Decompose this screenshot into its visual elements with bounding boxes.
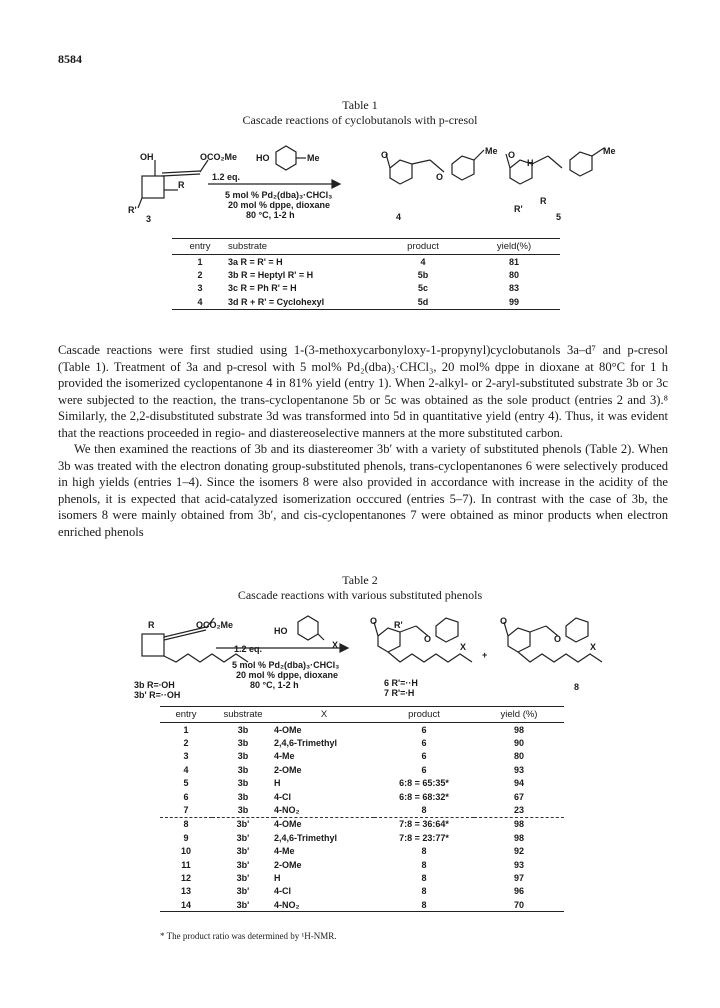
cell-substrate: 3b' — [236, 886, 250, 897]
product5-r: R — [540, 196, 547, 206]
cell-entry: 8 — [183, 819, 189, 830]
product6-ether-o: O — [424, 634, 432, 644]
table-row — [160, 723, 564, 737]
cell-yield: 94 — [513, 778, 524, 789]
product5-me: Me — [603, 146, 616, 156]
cell-substrate: 3b — [237, 724, 249, 735]
cell-product: 8 — [374, 898, 474, 912]
table2-footnote: * The product ratio was determined by ¹H-NMR. — [160, 931, 337, 941]
cell-substrate: 3c R = Ph R' = H — [228, 283, 297, 294]
cell-yield: 80 — [513, 751, 524, 762]
table1 — [172, 238, 560, 310]
table-row — [160, 750, 564, 763]
plus-sign: + — [482, 650, 488, 660]
paragraph-1: Cascade reactions were first studied using 1-(3-methoxycarbonyloxy-1-propynyl)cyclobutanols 3a–d⁷ and p-cresol (Table 1). Treatment of 3a and p-cresol with 5 mol% Pd₂(dba)₃·CHCl₃, 20 mol% dppe in dioxane at 80°C for 1 h provided the isomerized cyclopentanone 4 in 81% yield (entry 1). When 2-alkyl- or 2-aryl-substituted substrate 3b or 3c were subjected to the reaction, the trans-cyclopentanone 5b or 5c was obtained as the sole product (entries 2 and 3).⁸ Similarly, the 2,2-disubstituted substrate 3d was transformed into 5d in quantitative yield (entry 4). Thus, it was evident that the reactions proceeded in regio- and diastereoselective manners at the more substituted carbon. — [58, 343, 668, 440]
cell-x: 2,4,6-Trimethyl — [274, 832, 338, 843]
cell-product: 7:8 = 23:77* — [399, 832, 449, 843]
cell-substrate: 3b' — [236, 872, 250, 883]
cell-entry: 3 — [197, 283, 203, 294]
cell-x: 4-NO₂ — [274, 898, 374, 912]
cell-x: 2,4,6-Trimethyl — [274, 738, 338, 749]
table2-title: Table 2 — [342, 573, 378, 587]
cell-yield: 70 — [474, 898, 564, 912]
label-oco2me: OCO₂Me — [196, 620, 234, 630]
aryl-ring — [452, 156, 474, 180]
cell-entry: 3 — [183, 751, 189, 762]
cell-entry: 2 — [183, 738, 189, 749]
cell-product: 8 — [421, 859, 427, 870]
cell-entry: 6 — [183, 791, 189, 802]
cell-product: 5d — [378, 295, 468, 309]
cell-product: 8 — [421, 886, 427, 897]
product6-carbonyl-o: O — [370, 616, 378, 626]
product8-carbonyl-o: O — [500, 616, 508, 626]
cell-substrate: 3b — [237, 764, 249, 775]
phenol-ring — [276, 146, 296, 170]
cell-entry: 7 — [160, 803, 212, 817]
cell-yield: 93 — [513, 859, 524, 870]
condition-3: 80 °C, 1-2 h — [250, 680, 299, 690]
table2-col-product: product — [374, 707, 474, 723]
table-row — [160, 777, 564, 790]
aryl-ring-2 — [566, 618, 588, 642]
cell-entry: 1 — [183, 724, 189, 735]
cell-x: 4-Me — [274, 751, 295, 762]
cell-product: 7:8 = 36:64* — [399, 819, 449, 830]
cell-entry: 5 — [183, 778, 189, 789]
product8-ether-o: O — [554, 634, 562, 644]
cell-entry: 12 — [180, 872, 191, 883]
condition-2: 20 mol % dppe, dioxane — [236, 670, 339, 680]
cell-substrate: 3d R + R' = Cyclohexyl — [228, 295, 378, 309]
product5-h: H — [527, 158, 534, 168]
condition-1: 5 mol % Pd₂(dba)₃·CHCl₃ — [232, 660, 340, 670]
cell-product: 6:8 = 65:35* — [399, 778, 449, 789]
cell-substrate: 3b' — [212, 898, 274, 912]
cell-x: 4-Cl — [274, 791, 292, 802]
cell-product: 4 — [420, 256, 426, 267]
compound-8-label: 8 — [574, 682, 580, 692]
compound-4-label: 4 — [396, 212, 402, 222]
label-3b: 3b R=∙OH — [134, 680, 175, 690]
cell-yield: 67 — [513, 791, 524, 802]
cell-x: 4-OMe — [274, 724, 302, 735]
cell-product: 6 — [421, 751, 427, 762]
table-row — [172, 255, 560, 269]
cell-product: 6 — [421, 738, 427, 749]
cell-x: 2-OMe — [274, 859, 302, 870]
cell-yield: 81 — [508, 256, 519, 267]
page-number: 8584 — [58, 52, 82, 66]
cell-product: 5b — [417, 270, 429, 281]
cell-product: 8 — [421, 872, 427, 883]
reagent-equiv: 1.2 eq. — [234, 644, 263, 654]
cell-yield: 92 — [513, 846, 524, 857]
cell-substrate: 3b — [237, 778, 249, 789]
label-r: R — [178, 180, 185, 190]
cell-product: 8 — [374, 803, 474, 817]
table-row — [172, 282, 560, 295]
table-row — [172, 268, 560, 281]
cyclohexanone-ring — [508, 628, 530, 652]
cell-yield: 97 — [513, 872, 524, 883]
table2-col-substrate: substrate — [212, 707, 274, 723]
table2-col-yield: yield (%) — [474, 707, 564, 723]
product6-r-prime: R' — [394, 620, 403, 630]
cell-product: 6 — [421, 724, 427, 735]
product5-r-prime: R' — [514, 204, 523, 214]
label-r-prime: R' — [128, 205, 137, 215]
cell-x: 2-OMe — [274, 764, 302, 775]
cell-yield: 99 — [468, 295, 560, 309]
table-row — [160, 803, 564, 817]
cell-x: 4-Me — [274, 846, 295, 857]
condition-2: 20 mol % dppe, dioxane — [228, 200, 331, 210]
table1-col-product: product — [378, 239, 468, 255]
product6-x: X — [460, 642, 467, 652]
cell-yield: 80 — [508, 270, 519, 281]
compound-7-label: 7 R'=∙H — [384, 688, 415, 698]
label-oh: OH — [140, 152, 154, 162]
table2-col-entry: entry — [160, 707, 212, 723]
label-oco2me: OCO₂Me — [200, 152, 238, 162]
cell-product: 8 — [421, 846, 427, 857]
cell-entry: 13 — [180, 886, 191, 897]
table2-caption: Cascade reactions with various substituted phenols — [237, 588, 483, 602]
cell-yield: 83 — [508, 283, 519, 294]
table-row — [160, 831, 564, 844]
table-row — [172, 295, 560, 309]
cell-entry: 4 — [183, 764, 189, 775]
phenol-ring — [298, 616, 318, 640]
reagent-equiv: 1.2 eq. — [212, 172, 241, 182]
table-row — [160, 898, 564, 912]
table-row — [160, 736, 564, 749]
cyclopentanone-ring — [378, 628, 400, 652]
cell-entry: 11 — [181, 859, 191, 870]
condition-3: 80 °C, 1-2 h — [246, 210, 295, 220]
cell-substrate: 3b' — [236, 819, 250, 830]
product8-x: X — [590, 642, 597, 652]
cell-substrate: 3b' — [236, 859, 250, 870]
product5-carbonyl-o: O — [508, 150, 516, 160]
cell-substrate: 3b — [212, 803, 274, 817]
cell-x: 4-Cl — [274, 886, 292, 897]
aryl-ring — [436, 618, 458, 642]
cell-product: 6:8 = 68:32* — [399, 791, 449, 802]
cell-substrate: 3b — [237, 738, 249, 749]
cyclobutane-ring — [142, 634, 164, 656]
cell-yield: 98 — [513, 819, 524, 830]
table1-title: Table 1 — [342, 98, 378, 112]
reagent-ho: HO — [256, 153, 270, 163]
table-row — [160, 817, 564, 831]
cell-substrate: 3b' — [236, 846, 250, 857]
table-row — [160, 871, 564, 884]
cell-yield: 96 — [513, 886, 524, 897]
table2-col-x: X — [274, 707, 374, 723]
cell-product: 5c — [417, 283, 428, 294]
cell-substrate: 3b' — [236, 832, 250, 843]
table-row — [160, 845, 564, 858]
condition-1: 5 mol % Pd₂(dba)₃·CHCl₃ — [225, 190, 333, 200]
reagent-me: Me — [307, 153, 320, 163]
cell-entry: 2 — [197, 270, 203, 281]
product4-ether-o: O — [436, 172, 444, 182]
cell-yield: 90 — [513, 738, 524, 749]
table1-caption: Cascade reactions of cyclobutanols with p-cresol — [242, 113, 478, 127]
compound-6-label: 6 R'=··H — [384, 678, 418, 688]
body-text — [58, 342, 668, 540]
cell-substrate: 3a R = R' = H — [228, 256, 283, 267]
cell-entry: 14 — [160, 898, 212, 912]
cell-x: 4-OMe — [274, 819, 302, 830]
cell-yield: 98 — [513, 724, 524, 735]
cell-substrate: 3b R = Heptyl R' = H — [228, 270, 314, 281]
table2-header-row — [160, 707, 564, 723]
table-row — [160, 790, 564, 803]
label-r: R — [148, 620, 155, 630]
product4-me: Me — [485, 146, 498, 156]
cell-yield: 98 — [513, 832, 524, 843]
reagent-ho: HO — [274, 626, 288, 636]
cyclopentanone-ring — [390, 160, 412, 184]
cell-entry: 9 — [183, 832, 189, 843]
cell-yield: 93 — [513, 764, 524, 775]
table2 — [160, 706, 564, 912]
cell-entry: 4 — [172, 295, 228, 309]
label-3b-prime: 3b' R=··OH — [134, 690, 181, 700]
cell-substrate: 3b — [237, 791, 249, 802]
aryl-ring-2 — [570, 152, 592, 176]
cyclobutane-ring — [142, 176, 164, 198]
cell-x: H — [274, 872, 281, 883]
cell-x: H — [274, 778, 281, 789]
cell-x: 4-NO₂ — [274, 803, 374, 817]
table1-col-yield: yield(%) — [468, 239, 560, 255]
table-row — [160, 885, 564, 898]
table-row — [160, 858, 564, 871]
compound-5-label: 5 — [556, 212, 562, 222]
paragraph-2: We then examined the reactions of 3b and its diastereomer 3b′ with a variety of substituted phenols (Table 2). When 3b was treated with the electron donating group-substituted phenols, trans-cyclopentanones 6 were selectively produced in high yields (entries 1–4). Since the isomers 8 were also provided in accordance with increase in the acidity of the phenols, it is expected that acid-catalyzed isomerization occcured (entries 5–7). In contrast with the case of 3b, the isomers 8 were mainly obtained from 3b′, and cis-cyclopentanones 7 were obtained as minor products when electron enriched phenols — [58, 442, 668, 539]
table-row — [160, 763, 564, 776]
cell-entry: 1 — [197, 256, 203, 267]
cell-substrate: 3b — [237, 751, 249, 762]
product4-carbonyl-o: O — [381, 150, 389, 160]
table1-col-entry: entry — [172, 239, 228, 255]
reagent-x: X — [332, 640, 339, 650]
cell-yield: 23 — [474, 803, 564, 817]
table1-col-substrate: substrate — [228, 239, 378, 255]
cell-product: 6 — [421, 764, 427, 775]
compound-3-label: 3 — [146, 214, 152, 224]
cell-entry: 10 — [180, 846, 191, 857]
table1-header-row — [172, 239, 560, 255]
